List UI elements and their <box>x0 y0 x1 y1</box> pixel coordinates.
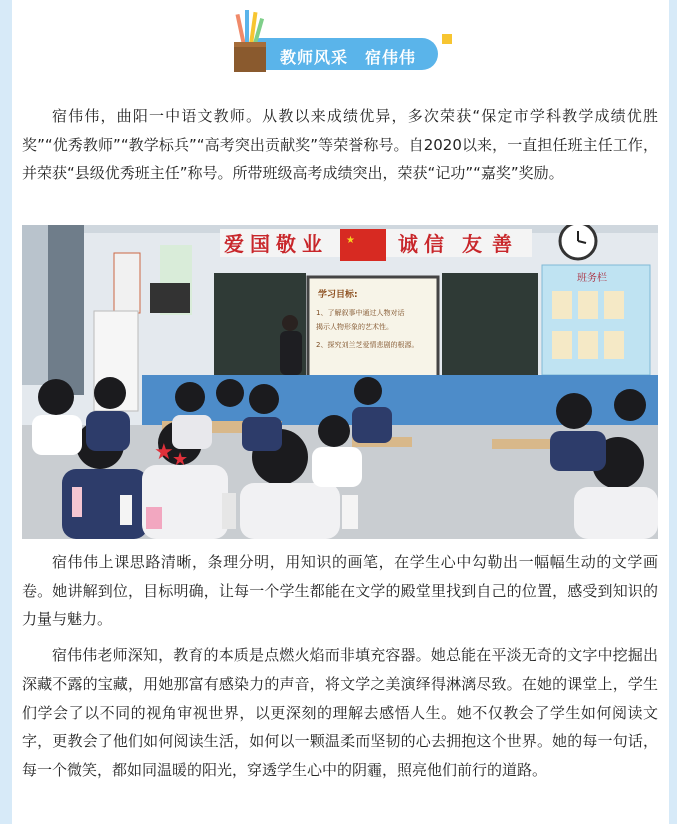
left-edge-strip <box>0 0 12 824</box>
board-title: 学习目标: <box>318 290 358 300</box>
banner-char: 敬 <box>276 232 296 256</box>
teaching-style-paragraph: 宿伟伟上课思路清晰，条理分明，用知识的画笔，在学生心中勾勒出一幅幅生动的文学画卷。她讲解到位，目标明确，让每一个学生都能在文学的殿堂里找到自己的位置，感受到知识的力量与魅力。 <box>22 553 658 628</box>
teacher-figure <box>282 315 298 331</box>
right-edge-strip <box>669 0 677 824</box>
pencil-cup-icon <box>230 8 270 76</box>
notice-board-title: 班务栏 <box>577 273 607 284</box>
svg-text:★: ★ <box>154 440 174 465</box>
board-line: 2、探究刘兰芝爱情悲剧的根源。 <box>316 341 419 349</box>
board-line: 揭示人物形象的艺术性。 <box>316 323 393 331</box>
banner-char: 诚 <box>398 232 418 256</box>
title-banner <box>228 8 458 78</box>
banner-char: 信 <box>424 232 444 256</box>
banner-char: 爱 <box>224 232 244 256</box>
classroom-photo <box>22 225 658 539</box>
page-title: 教师风采 宿伟伟 <box>280 48 417 67</box>
education-philosophy-paragraph: 宿伟伟老师深知，教育的本质是点燃火焰而非填充容器。她总能在平淡无奇的文字中挖掘出深藏不露的宝藏，用她那富有感染力的声音，将文学之美演绎得淋漓尽致。在她的课堂上，学生们学会了以不同的视角审视世界，以更深刻的理解去感悟人生。她不仅教会了学生如何阅读文字，更教会了他们如何阅读生活，如何以一颗温柔而坚韧的心去拥抱这个世界。她的每一句话，每一个微笑，都如同温暖的阳光，穿透学生心中的阴霾，照亮他们前行的道路。 <box>22 646 658 780</box>
intro-paragraph: 宿伟伟，曲阳一中语文教师。从教以来成绩优异，多次荣获“保定市学科教学成绩优胜奖”“优秀教师”“教学标兵”“高考突出贡献奖”等荣誉称号。自2020以来，一直担任班主任工作，并荣获“县级优秀班主任”称号。所带班级高考成绩突出，荣获“记功”“嘉奖”奖励。 <box>22 107 658 182</box>
banner-char: 友 <box>462 232 482 256</box>
svg-text:★: ★ <box>346 235 355 246</box>
banner-char: 业 <box>302 232 322 256</box>
board-line: 1、了解叙事中通过人物对话 <box>316 309 405 317</box>
svg-text:★: ★ <box>172 449 189 470</box>
banner-char: 国 <box>250 232 270 256</box>
banner-char: 善 <box>492 232 512 256</box>
sparkle-square-icon <box>442 34 452 44</box>
